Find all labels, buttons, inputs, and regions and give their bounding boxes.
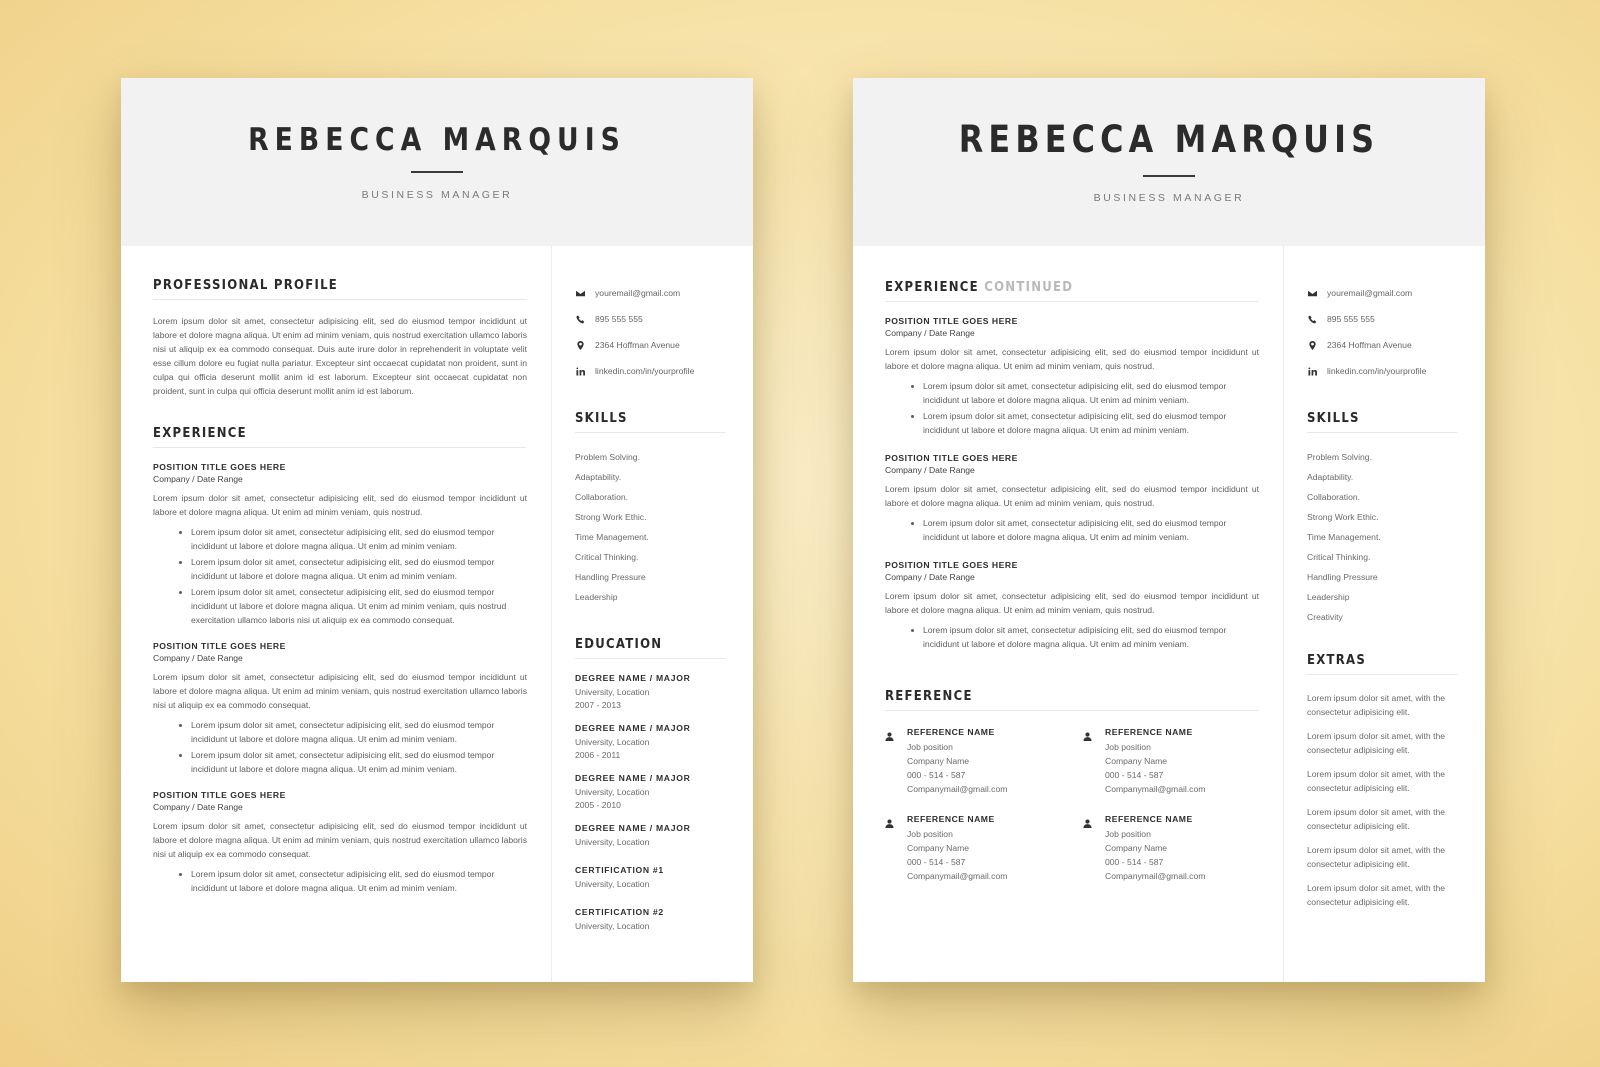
reference-email: Companymail@gmail.com bbox=[1105, 871, 1206, 881]
reference-name: REFERENCE NAME bbox=[1105, 814, 1193, 824]
position-entry bbox=[153, 641, 527, 776]
education-school: University, Location bbox=[575, 737, 650, 747]
person-name: REBECCA MARQUIS bbox=[958, 118, 1380, 161]
education-item bbox=[575, 723, 725, 762]
reference-card bbox=[1083, 814, 1259, 883]
resume-header bbox=[121, 78, 753, 246]
reference-phone: 000 - 514 - 587 bbox=[907, 770, 966, 780]
position-text: Lorem ipsum dolor sit amet, consectetur adipisicing elit, sed do eiusmod tempor incididunt ut labore et dolore magna aliqua. Ut enim ad minim veniam, quis nostrud. bbox=[885, 347, 1259, 371]
contact-email bbox=[575, 280, 725, 306]
skill-item: Adaptability. bbox=[575, 472, 622, 482]
linkedin-icon bbox=[1307, 366, 1317, 376]
position-company: Company / Date Range bbox=[153, 802, 243, 812]
education-years: 2005 - 2010 bbox=[575, 800, 621, 810]
contact-list bbox=[575, 280, 725, 384]
skill-item: Time Management. bbox=[575, 532, 649, 542]
bullet-item: • Lorem ipsum dolor sit amet, consectetur adipisicing elit, sed do eiusmod tempor incididunt ut labore et dolore magna aliqua. Ut enim ad minim veniam. bbox=[191, 525, 527, 553]
position-title: POSITION TITLE GOES HERE bbox=[153, 462, 286, 472]
location-pin-icon bbox=[1307, 340, 1317, 350]
position-text: Lorem ipsum dolor sit amet, consectetur adipisicing elit, sed do eiusmod tempor incididunt ut labore et dolore magna aliqua. Ut enim ad minim veniam, quis nostrud exercitation ullamco laboris nisi ut aliquip ex ea commodo consequat. bbox=[153, 821, 527, 859]
section-title-experience: EXPERIENCE bbox=[153, 426, 527, 448]
section-title-skills: SKILLS bbox=[1307, 411, 1457, 433]
main-column bbox=[153, 278, 527, 897]
bullet-item: • Lorem ipsum dolor sit amet, consectetur adipisicing elit, sed do eiusmod tempor incididunt ut labore et dolore magna aliqua. Ut enim ad minim veniam. bbox=[923, 623, 1259, 651]
reference-company: Company Name bbox=[907, 756, 970, 766]
position-text: Lorem ipsum dolor sit amet, consectetur adipisicing elit, sed do eiusmod tempor incididunt ut labore et dolore magna aliqua. Ut enim ad minim veniam, quis nostrud exercitation ullamco laboris nisi ut aliquip ex ea commodo consequat. bbox=[153, 672, 527, 710]
education-years: 2007 - 2013 bbox=[575, 700, 621, 710]
resume-header bbox=[853, 78, 1485, 246]
skill-item: Handling Pressure bbox=[575, 572, 646, 582]
position-company: Company / Date Range bbox=[885, 572, 975, 582]
skill-item: Adaptability. bbox=[1307, 472, 1354, 482]
certification-name: CERTIFICATION #2 bbox=[575, 907, 664, 917]
bullet-item: • Lorem ipsum dolor sit amet, consectetur adipisicing elit, sed do eiusmod tempor incididunt ut labore et dolore magna aliqua. Ut enim ad minim veniam, quis nostrud exercitation ullamco laboris nisi ut aliquip ex ea commodo consequat. bbox=[191, 585, 527, 627]
reference-email: Companymail@gmail.com bbox=[1105, 784, 1206, 794]
section-title-skills: SKILLS bbox=[575, 411, 725, 433]
main-column bbox=[885, 280, 1259, 883]
contact-linkedin-text: linkedin.com/in/yourprofile bbox=[1327, 366, 1427, 376]
reference-company: Company Name bbox=[907, 843, 970, 853]
extra-item: Lorem ipsum dolor sit amet, with the consectetur adipisicing elit. bbox=[1307, 807, 1446, 831]
skills-list bbox=[1307, 447, 1457, 627]
reference-name: REFERENCE NAME bbox=[907, 814, 995, 824]
bullet-item: • Lorem ipsum dolor sit amet, consectetur adipisicing elit, sed do eiusmod tempor incididunt ut labore et dolore magna aliqua. Ut enim ad minim veniam. bbox=[191, 867, 527, 895]
skill-item: Leadership bbox=[1307, 592, 1350, 602]
extra-item: Lorem ipsum dolor sit amet, with the consectetur adipisicing elit. bbox=[1307, 731, 1446, 755]
reference-details bbox=[1105, 727, 1205, 796]
contact-list bbox=[1307, 280, 1457, 384]
reference-name: REFERENCE NAME bbox=[907, 727, 995, 737]
certification-item bbox=[575, 865, 725, 891]
contact-address bbox=[575, 332, 725, 358]
reference-card bbox=[885, 814, 1083, 883]
reference-details bbox=[907, 727, 1007, 796]
skill-item: Critical Thinking. bbox=[575, 552, 639, 562]
reference-position: Job position bbox=[907, 829, 953, 839]
skills-list bbox=[575, 447, 725, 607]
position-company: Company / Date Range bbox=[153, 474, 243, 484]
user-icon bbox=[1083, 727, 1095, 796]
position-company: Company / Date Range bbox=[153, 653, 243, 663]
skill-item: Problem Solving. bbox=[575, 452, 640, 462]
section-title-profile: PROFESSIONAL PROFILE bbox=[153, 278, 527, 300]
section-title-suffix: CONTINUED bbox=[984, 280, 1074, 295]
section-title-text: EXPERIENCE bbox=[885, 280, 979, 295]
position-entry bbox=[885, 453, 1259, 544]
column-divider bbox=[551, 246, 552, 982]
certification-school: University, Location bbox=[575, 879, 650, 889]
skill-item: Time Management. bbox=[1307, 532, 1381, 542]
education-school: University, Location bbox=[575, 687, 650, 697]
position-entry bbox=[153, 462, 527, 627]
skill-item: Strong Work Ethic. bbox=[1307, 512, 1379, 522]
contact-address-text: 2364 Hoffman Avenue bbox=[595, 340, 680, 350]
bullet-item: • Lorem ipsum dolor sit amet, consectetur adipisicing elit, sed do eiusmod tempor incididunt ut labore et dolore magna aliqua. Ut enim ad minim veniam. bbox=[923, 409, 1259, 437]
position-text: Lorem ipsum dolor sit amet, consectetur adipisicing elit, sed do eiusmod tempor incididunt ut labore et dolore magna aliqua. Ut enim ad minim veniam, quis nostrud. bbox=[885, 591, 1259, 615]
education-degree: DEGREE NAME / MAJOR bbox=[575, 773, 691, 783]
contact-phone bbox=[575, 306, 725, 332]
education-item bbox=[575, 673, 725, 712]
position-bullets bbox=[153, 867, 527, 895]
position-title: POSITION TITLE GOES HERE bbox=[153, 790, 286, 800]
reference-details bbox=[1105, 814, 1205, 883]
location-pin-icon bbox=[575, 340, 585, 350]
extras-list bbox=[1307, 691, 1457, 909]
certification-name: CERTIFICATION #1 bbox=[575, 865, 664, 875]
contact-address-text: 2364 Hoffman Avenue bbox=[1327, 340, 1412, 350]
user-icon bbox=[885, 814, 897, 883]
education-list bbox=[575, 673, 725, 933]
position-entry bbox=[885, 560, 1259, 651]
position-company: Company / Date Range bbox=[885, 465, 975, 475]
position-title: POSITION TITLE GOES HERE bbox=[885, 316, 1018, 326]
reference-phone: 000 - 514 - 587 bbox=[1105, 857, 1164, 867]
bullet-item: • Lorem ipsum dolor sit amet, consectetur adipisicing elit, sed do eiusmod tempor incididunt ut labore et dolore magna aliqua. Ut enim ad minim veniam. bbox=[191, 718, 527, 746]
reference-email: Companymail@gmail.com bbox=[907, 784, 1008, 794]
user-icon bbox=[885, 727, 897, 796]
education-degree: DEGREE NAME / MAJOR bbox=[575, 673, 691, 683]
reference-position: Job position bbox=[1105, 829, 1151, 839]
section-title-extras: EXTRAS bbox=[1307, 653, 1457, 675]
education-years: 2006 - 2011 bbox=[575, 750, 621, 760]
reference-phone: 000 - 514 - 587 bbox=[1105, 770, 1164, 780]
position-company: Company / Date Range bbox=[885, 328, 975, 338]
position-text: Lorem ipsum dolor sit amet, consectetur adipisicing elit, sed do eiusmod tempor incididunt ut labore et dolore magna aliqua. Ut enim ad minim veniam, quis nostrud. bbox=[885, 484, 1259, 508]
education-degree: DEGREE NAME / MAJOR bbox=[575, 823, 691, 833]
contact-linkedin-text: linkedin.com/in/yourprofile bbox=[595, 366, 695, 376]
position-title: POSITION TITLE GOES HERE bbox=[153, 641, 286, 651]
reference-card bbox=[885, 727, 1083, 796]
position-entry bbox=[885, 316, 1259, 437]
contact-email-text: youremail@gmail.com bbox=[595, 288, 681, 298]
bullet-item: • Lorem ipsum dolor sit amet, consectetur adipisicing elit, sed do eiusmod tempor incididunt ut labore et dolore magna aliqua. Ut enim ad minim veniam. bbox=[923, 379, 1259, 407]
position-entry bbox=[153, 790, 527, 895]
email-icon bbox=[575, 288, 585, 298]
bullet-item: • Lorem ipsum dolor sit amet, consectetur adipisicing elit, sed do eiusmod tempor incididunt ut labore et dolore magna aliqua. Ut enim ad minim veniam. bbox=[191, 748, 527, 776]
skill-item: Handling Pressure bbox=[1307, 572, 1378, 582]
position-title: POSITION TITLE GOES HERE bbox=[885, 560, 1018, 570]
reference-name: REFERENCE NAME bbox=[1105, 727, 1193, 737]
reference-phone: 000 - 514 - 587 bbox=[907, 857, 966, 867]
email-icon bbox=[1307, 288, 1317, 298]
certification-item bbox=[575, 907, 725, 933]
resume-page-1 bbox=[121, 78, 753, 982]
skill-item: Critical Thinking. bbox=[1307, 552, 1371, 562]
bullet-item: • Lorem ipsum dolor sit amet, consectetur adipisicing elit, sed do eiusmod tempor incididunt ut labore et dolore magna aliqua. Ut enim ad minim veniam. bbox=[923, 516, 1259, 544]
skill-item: Problem Solving. bbox=[1307, 452, 1372, 462]
resume-page-2 bbox=[853, 78, 1485, 982]
position-bullets bbox=[153, 718, 527, 776]
column-divider bbox=[1283, 246, 1284, 982]
person-job-title: BUSINESS MANAGER bbox=[361, 189, 513, 201]
skill-item: Creativity bbox=[1307, 612, 1343, 622]
contact-phone-text: 895 555 555 bbox=[1327, 314, 1375, 324]
name-divider bbox=[1143, 175, 1195, 177]
profile-text: Lorem ipsum dolor sit amet, consectetur adipisicing elit, sed do eiusmod tempor incididunt ut labore et dolore magna aliqua. Ut enim ad minim veniam, quis nostrud exercitation ullamco laboris nisi ut aliquip ex ea commodo consequat. Duis aute irure dolor in reprehenderit in voluptate velit esse cillum dolore eu fugiat nulla pariatur. Excepteur sint occaecat cupidatat non proident, sunt in culpa qui officia deserunt mollit anim id est laborum. Excepteur sint occaecat cupidatat non proident, sunt in culpa qui officia deserunt mollit anim id est laborum. bbox=[153, 316, 527, 396]
education-item bbox=[575, 773, 725, 812]
education-school: University, Location bbox=[575, 837, 650, 847]
extra-item: Lorem ipsum dolor sit amet, with the consectetur adipisicing elit. bbox=[1307, 693, 1446, 717]
education-item bbox=[575, 823, 725, 849]
extra-item: Lorem ipsum dolor sit amet, with the consectetur adipisicing elit. bbox=[1307, 769, 1446, 793]
position-text: Lorem ipsum dolor sit amet, consectetur adipisicing elit, sed do eiusmod tempor incididunt ut labore et dolore magna aliqua. Ut enim ad minim veniam, quis nostrud. bbox=[153, 493, 527, 517]
reference-grid bbox=[885, 727, 1259, 883]
reference-card bbox=[1083, 727, 1259, 796]
person-name: REBECCA MARQUIS bbox=[248, 122, 626, 158]
position-bullets bbox=[885, 379, 1259, 437]
reference-details bbox=[907, 814, 1007, 883]
reference-position: Job position bbox=[1105, 742, 1151, 752]
extra-item: Lorem ipsum dolor sit amet, with the consectetur adipisicing elit. bbox=[1307, 883, 1446, 907]
person-job-title: BUSINESS MANAGER bbox=[1093, 192, 1245, 204]
name-divider bbox=[411, 171, 463, 173]
position-bullets bbox=[153, 525, 527, 627]
linkedin-icon bbox=[575, 366, 585, 376]
user-icon bbox=[1083, 814, 1095, 883]
reference-email: Companymail@gmail.com bbox=[907, 871, 1008, 881]
section-title-education: EDUCATION bbox=[575, 637, 725, 659]
skill-item: Strong Work Ethic. bbox=[575, 512, 647, 522]
section-title-experience-continued bbox=[885, 280, 1259, 302]
reference-position: Job position bbox=[907, 742, 953, 752]
reference-company: Company Name bbox=[1105, 843, 1168, 853]
education-school: University, Location bbox=[575, 787, 650, 797]
position-title: POSITION TITLE GOES HERE bbox=[885, 453, 1018, 463]
education-degree: DEGREE NAME / MAJOR bbox=[575, 723, 691, 733]
contact-address bbox=[1307, 332, 1457, 358]
extra-item: Lorem ipsum dolor sit amet, with the consectetur adipisicing elit. bbox=[1307, 845, 1446, 869]
position-bullets bbox=[885, 623, 1259, 651]
phone-icon bbox=[1307, 314, 1317, 324]
contact-phone-text: 895 555 555 bbox=[595, 314, 643, 324]
skill-item: Collaboration. bbox=[1307, 492, 1361, 502]
section-title-reference: REFERENCE bbox=[885, 689, 1259, 711]
certification-school: University, Location bbox=[575, 921, 650, 931]
contact-email-text: youremail@gmail.com bbox=[1327, 288, 1413, 298]
reference-company: Company Name bbox=[1105, 756, 1168, 766]
skill-item: Leadership bbox=[575, 592, 618, 602]
skill-item: Collaboration. bbox=[575, 492, 629, 502]
side-column bbox=[575, 280, 725, 944]
contact-phone bbox=[1307, 306, 1457, 332]
bullet-item: • Lorem ipsum dolor sit amet, consectetur adipisicing elit, sed do eiusmod tempor incididunt ut labore et dolore magna aliqua. Ut enim ad minim veniam. bbox=[191, 555, 527, 583]
side-column bbox=[1307, 280, 1457, 919]
phone-icon bbox=[575, 314, 585, 324]
contact-email bbox=[1307, 280, 1457, 306]
contact-linkedin[interactable] bbox=[575, 358, 725, 384]
contact-linkedin[interactable] bbox=[1307, 358, 1457, 384]
position-bullets bbox=[885, 516, 1259, 544]
